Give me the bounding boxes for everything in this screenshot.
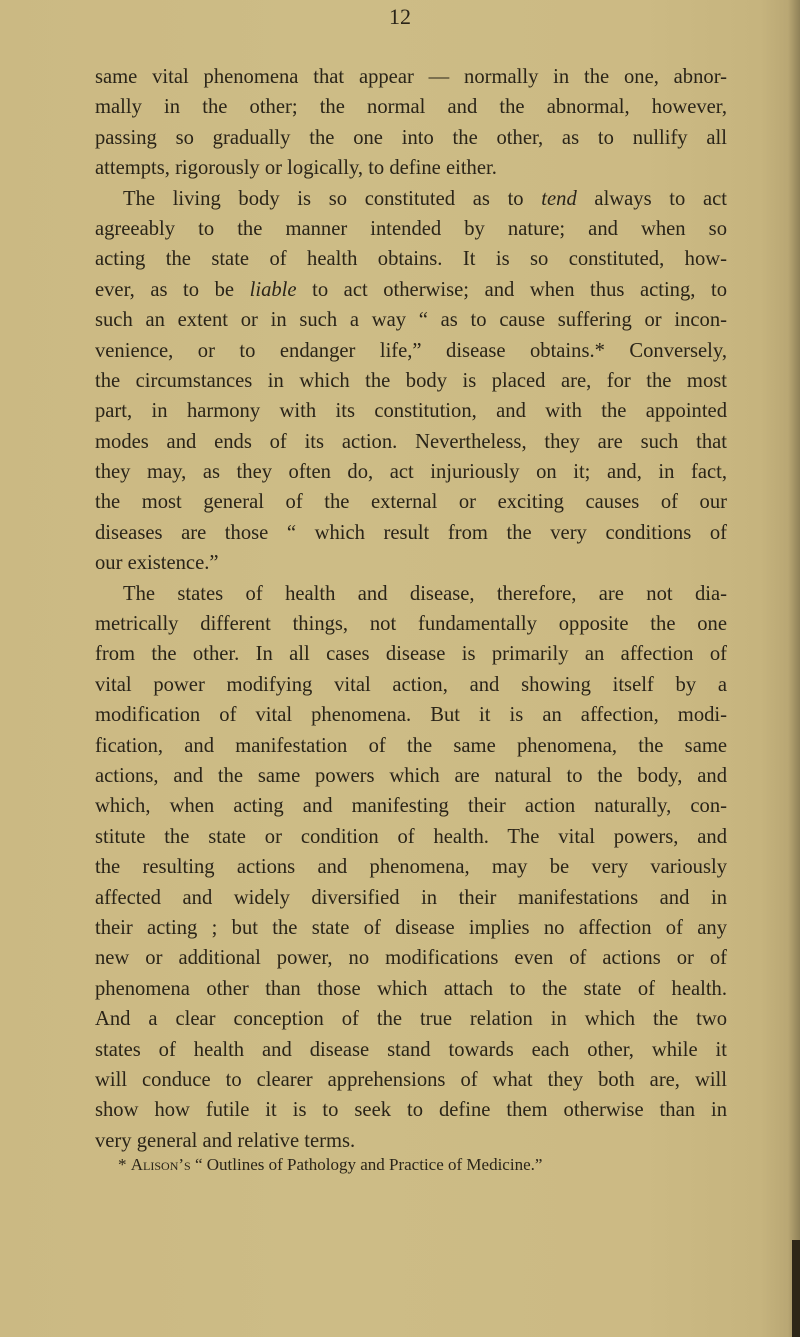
- page-number: 12: [389, 4, 411, 29]
- text-segment: such an extent or in such a way “ as to cause suffering or incon-: [95, 309, 727, 332]
- text-line: [95, 974, 727, 1004]
- text-segment: mally in the other; the normal and the abnormal, however,: [95, 96, 727, 119]
- text-segment: our existence.”: [95, 552, 219, 575]
- italic-word: tend: [541, 187, 577, 210]
- text-line: [95, 791, 727, 821]
- text-segment: which, when acting and manifesting their action naturally, con-: [95, 795, 727, 818]
- text-segment: the most general of the external or exciting causes of our: [95, 491, 727, 514]
- text-segment: venience, or to endanger life,” disease obtains.* Conversely,: [95, 339, 727, 362]
- footnote: [118, 1154, 542, 1176]
- text-line: [95, 487, 727, 517]
- text-segment: from the other. In all cases disease is primarily an affection of: [95, 643, 727, 666]
- italic-word: liable: [249, 278, 297, 301]
- text-line: [95, 62, 727, 92]
- text-segment: they may, as they often do, act injuriously on it; and, in fact,: [95, 461, 727, 484]
- text-segment: And a clear conception of the true relation in which the two: [95, 1008, 727, 1031]
- text-line: [95, 184, 727, 214]
- footnote-text: “ Outlines of Pathology and Practice of Medicine.”: [190, 1155, 543, 1174]
- text-line: [95, 731, 727, 761]
- text-segment: will conduce to clearer apprehensions of what they both are, will: [95, 1068, 727, 1091]
- text-segment: acting the state of health obtains. It is so constituted, how-: [95, 248, 727, 271]
- text-segment: phenomena other than those which attach to the state of health.: [95, 977, 727, 1000]
- text-line: [95, 761, 727, 791]
- text-segment: vital power modifying vital action, and showing itself by a: [95, 673, 727, 696]
- text-segment: modification of vital phenomena. But it is an affection, modi-: [95, 704, 727, 727]
- text-line: [95, 609, 727, 639]
- footnote-marker: *: [118, 1155, 131, 1174]
- text-segment: part, in harmony with its constitution, and with the appointed: [95, 400, 727, 423]
- text-segment: attempts, rigorously or logically, to define either.: [95, 157, 497, 180]
- text-segment: their acting ; but the state of disease implies no affection of any: [95, 916, 727, 939]
- text-segment: The living body is so constituted as to: [123, 187, 542, 210]
- text-line: [95, 1126, 727, 1156]
- text-line: [95, 943, 727, 973]
- text-line: [95, 396, 727, 426]
- text-line: [95, 639, 727, 669]
- text-line: [95, 1035, 727, 1065]
- text-line: [95, 1004, 727, 1034]
- text-segment: stitute the state or condition of health. The vital powers, and: [95, 825, 727, 848]
- text-segment: the resulting actions and phenomena, may be very variously: [95, 856, 727, 879]
- text-line: [95, 822, 727, 852]
- text-line: [95, 457, 727, 487]
- text-segment: ever, as to be: [95, 278, 250, 301]
- text-line: [95, 366, 727, 396]
- text-line: [95, 1095, 727, 1125]
- text-segment: The states of health and disease, therefore, are not dia-: [123, 582, 727, 605]
- text-segment: show how futile it is to seek to define them otherwise than in: [95, 1099, 727, 1122]
- text-segment: the circumstances in which the body is placed are, for the most: [95, 369, 727, 392]
- text-line: [95, 883, 727, 913]
- text-line: [95, 518, 727, 548]
- text-line: [95, 548, 727, 578]
- text-segment: same vital phenomena that appear — normally in the one, abnor-: [95, 66, 727, 88]
- text-line: [95, 153, 727, 183]
- text-segment: actions, and the same powers which are natural to the body, and: [95, 764, 727, 787]
- text-line: [95, 670, 727, 700]
- text-line: [95, 123, 727, 153]
- text-line: [95, 275, 727, 305]
- text-line: [95, 244, 727, 274]
- page-edge-shadow: [792, 1240, 800, 1337]
- text-segment: very general and relative terms.: [95, 1129, 356, 1152]
- text-line: [95, 214, 727, 244]
- text-segment: fication, and manifestation of the same phenomena, the same: [95, 734, 727, 757]
- text-segment: metrically different things, not fundamentally opposite the one: [95, 613, 727, 636]
- text-line: [95, 336, 727, 366]
- text-segment: to act otherwise; and when thus acting, to: [296, 278, 727, 301]
- text-line: [95, 852, 727, 882]
- text-segment: affected and widely diversified in their manifestations and in: [95, 886, 727, 909]
- body-text: [95, 62, 727, 1156]
- text-line: [95, 700, 727, 730]
- footnote-author: Alison’s: [130, 1155, 191, 1174]
- text-segment: new or additional power, no modifications even of actions or of: [95, 947, 727, 970]
- text-line: [95, 427, 727, 457]
- text-segment: always to act: [576, 187, 727, 210]
- text-line: [95, 913, 727, 943]
- text-segment: states of health and disease stand towards each other, while it: [95, 1038, 727, 1061]
- text-line: [95, 1065, 727, 1095]
- text-line: [95, 305, 727, 335]
- text-segment: modes and ends of its action. Nevertheless, they are such that: [95, 430, 727, 453]
- text-segment: passing so gradually the one into the other, as to nullify all: [95, 126, 727, 149]
- text-segment: agreeably to the manner intended by nature; and when so: [95, 217, 727, 240]
- text-line: [95, 92, 727, 122]
- text-line: [95, 579, 727, 609]
- text-segment: diseases are those “ which result from the very conditions of: [95, 521, 727, 544]
